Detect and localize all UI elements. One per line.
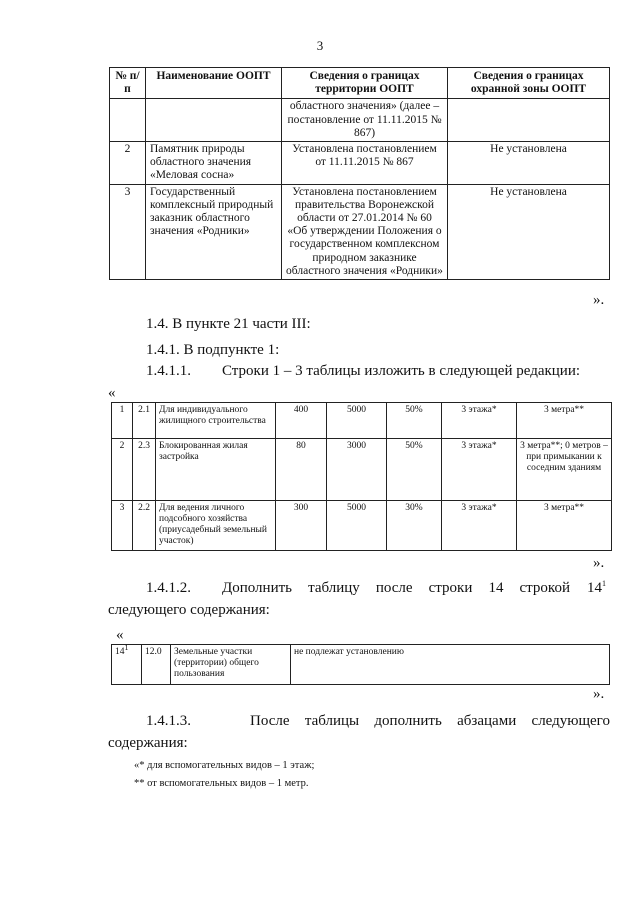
row-number-14-1 — [587, 577, 606, 599]
cell-row-number: 1 — [112, 403, 133, 439]
paragraph-1-4: 1.4. В пункте 21 части III: — [146, 316, 311, 332]
cell-row-number: 3 — [112, 501, 133, 551]
paragraph-1-4-1-3-number: 1.4.1.3. — [146, 713, 191, 729]
cell-territory: Установлена постановлением от 11.11.2015 № 867 — [282, 142, 448, 185]
cell-code: 12.0 — [142, 645, 171, 685]
paragraph-1-4-1-2-line2: следующего содержания: — [108, 602, 270, 618]
cell-max-area: 5000 — [327, 501, 387, 551]
cell-zone: Не установлена — [448, 184, 610, 279]
cell-use-name: Земельные участки (территории) общего пользования — [171, 645, 291, 685]
table-row — [112, 501, 612, 551]
cell-min-area: 400 — [276, 403, 327, 439]
footnote-1: «* для вспомогательных видов – 1 этаж; — [134, 760, 315, 771]
word: 14 — [488, 580, 504, 596]
cell-name: Памятник природы областного значения «Меловая сосна» — [146, 142, 282, 185]
cell-value: не подлежат установлению — [291, 645, 610, 685]
cell-code: 2.2 — [133, 501, 156, 551]
cell-territory: Установлена постановлением правительства Воронежской области от 27.01.2014 № 60 «Об утверждении Положения о государственном комплексном природном заказнике областного значения «Родники» — [282, 184, 448, 279]
cell-number — [110, 99, 146, 142]
header-cell-zone: Сведения о границах охранной зоны ООПТ — [448, 68, 610, 99]
parameters-table — [111, 402, 612, 551]
cell-max-area: 3000 — [327, 439, 387, 501]
cell-zone — [448, 99, 610, 142]
page-number: 3 — [316, 38, 324, 53]
cell-percent: 30% — [387, 501, 442, 551]
cell-floors: 3 этажа* — [442, 439, 517, 501]
cell-floors: 3 этажа* — [442, 403, 517, 439]
table-header-row — [110, 68, 610, 99]
word: таблицы — [304, 713, 360, 729]
header-cell-name: Наименование ООПТ — [146, 68, 282, 99]
cell-code: 2.1 — [133, 403, 156, 439]
closing-quote: ». — [593, 686, 605, 702]
cell-row-number — [112, 642, 142, 685]
paragraph-1-4-1-2-number: 1.4.1.2. — [146, 580, 191, 596]
cell-percent: 50% — [387, 439, 442, 501]
opening-quote: « — [108, 385, 116, 401]
header-cell-number: № п/п — [110, 68, 146, 99]
opening-quote: « — [116, 627, 124, 643]
cell-number: 3 — [110, 184, 146, 279]
cell-distance: 3 метра** — [517, 403, 612, 439]
paragraph-1-4-1-3-line2: содержания: — [108, 735, 188, 751]
cell-name — [146, 99, 282, 142]
word: абзацами — [457, 713, 517, 729]
paragraph-1-4-1-2-text — [222, 577, 570, 599]
footnote-2: ** от вспомогательных видов – 1 метр. — [134, 778, 309, 789]
paragraph-1-4-1-1-number: 1.4.1.1. — [146, 363, 191, 379]
word: строкой — [519, 580, 570, 596]
word: Дополнить — [222, 580, 292, 596]
closing-quote: ». — [593, 292, 605, 308]
cell-floors: 3 этажа* — [442, 501, 517, 551]
cell-number: 2 — [110, 142, 146, 185]
word: строки — [428, 580, 473, 596]
word: После — [250, 713, 290, 729]
closing-quote: ». — [593, 555, 605, 571]
table-row — [110, 99, 610, 142]
table-row — [112, 645, 610, 685]
cell-distance: 3 метра** — [517, 501, 612, 551]
cell-code: 2.3 — [133, 439, 156, 501]
table-row — [112, 403, 612, 439]
table-row — [110, 142, 610, 185]
cell-use-name: Для индивидуального жилищного строительства — [156, 403, 276, 439]
oopt-table — [109, 67, 610, 280]
cell-percent: 50% — [387, 403, 442, 439]
cell-name: Государственный комплексный природный заказник областного значения «Родники» — [146, 184, 282, 279]
cell-min-area: 300 — [276, 501, 327, 551]
row-number-base: 14 — [587, 580, 602, 596]
cell-zone: Не установлена — [448, 142, 610, 185]
header-cell-territory: Сведения о границах территории ООПТ — [282, 68, 448, 99]
cell-row-number: 2 — [112, 439, 133, 501]
cell-territory: областного значения» (далее – постановление от 11.11.2015 № 867) — [282, 99, 448, 142]
word: следующего — [531, 713, 610, 729]
row-number-base: 14 — [115, 647, 125, 657]
cell-max-area: 5000 — [327, 403, 387, 439]
cell-distance: 3 метра**; 0 метров – при примыкании к соседним зданиям — [517, 439, 612, 501]
row-14-1-table — [111, 644, 610, 685]
cell-use-name: Для ведения личного подсобного хозяйства (приусадебный земельный участок) — [156, 501, 276, 551]
cell-min-area: 80 — [276, 439, 327, 501]
table-row — [110, 184, 610, 279]
cell-use-name: Блокированная жилая застройка — [156, 439, 276, 501]
paragraph-1-4-1-1-text: Строки 1 – 3 таблицы изложить в следующей редакции: — [222, 363, 581, 379]
word: после — [375, 580, 413, 596]
row-number-superscript: 1 — [602, 579, 606, 588]
word: дополнить — [374, 713, 442, 729]
word: таблицу — [308, 580, 360, 596]
paragraph-1-4-1: 1.4.1. В подпункте 1: — [146, 342, 280, 358]
row-number-superscript: 1 — [124, 642, 129, 652]
table-row — [112, 439, 612, 501]
paragraph-1-4-1-3-text — [250, 710, 610, 732]
